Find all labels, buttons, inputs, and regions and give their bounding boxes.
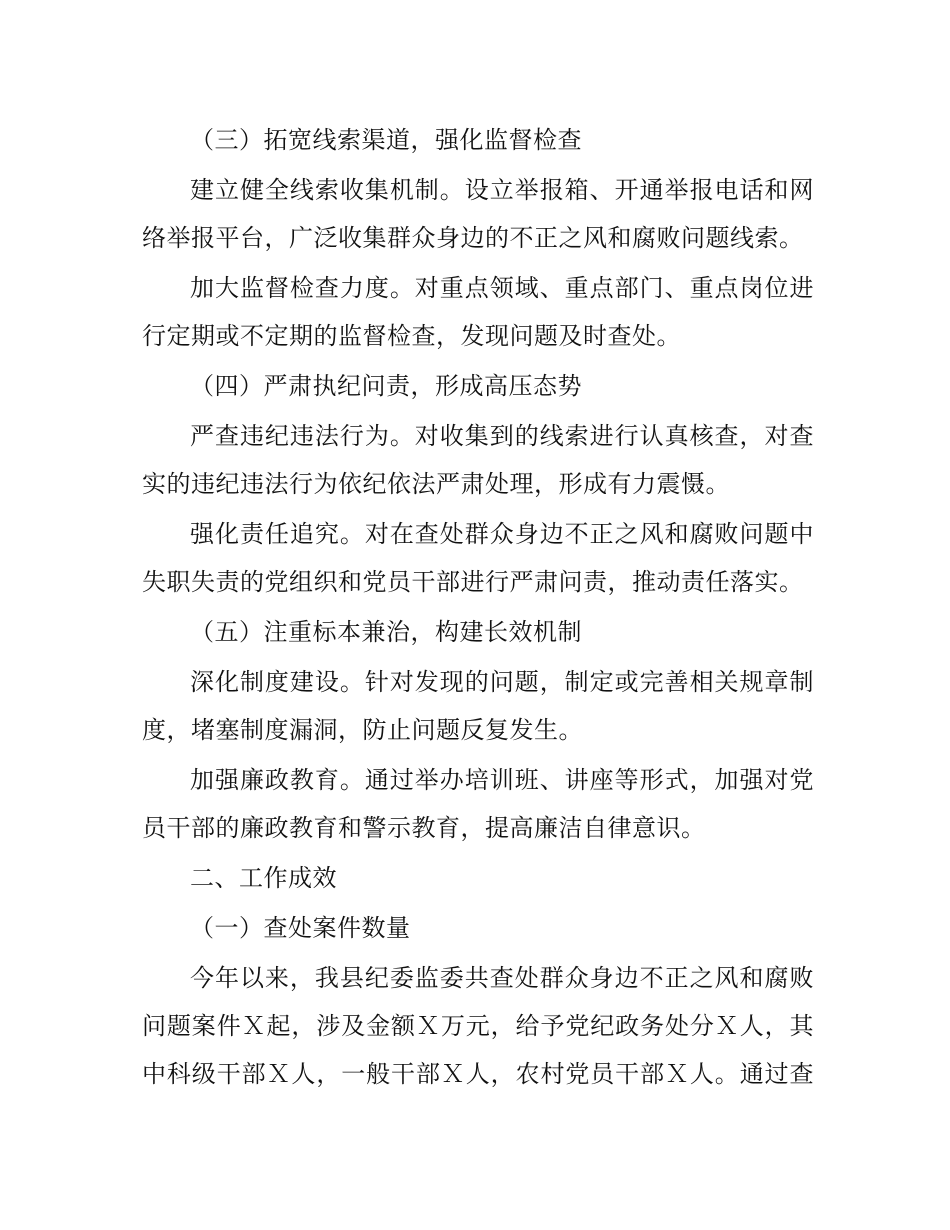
- paragraph-line: 加大监督检查力度。对重点领域、重点部门、重点岗位进: [190, 274, 814, 302]
- paragraph-line: 实的违纪违法行为依纪依法严肃处理，形成有力震慑。: [142, 470, 730, 498]
- paragraph-line: 络举报平台，广泛收集群众身边的不正之风和腐败问题线索。: [142, 224, 804, 252]
- section-heading-3: [142, 116, 814, 164]
- heading-line: （四）严肃执纪问责，形成高压态势: [190, 372, 582, 400]
- paragraph-line: 行定期或不定期的监督检查，发现问题及时查处。: [142, 322, 681, 350]
- heading-line: （一）查处案件数量: [190, 914, 411, 942]
- paragraph-line: 度，堵塞制度漏洞，防止问题反复发生。: [142, 716, 583, 744]
- section-heading-results: [142, 854, 814, 902]
- paragraph-line: 失职失责的党组织和党员干部进行严肃问责，推动责任落实。: [142, 568, 804, 596]
- heading-line: 二、工作成效: [190, 864, 337, 892]
- paragraph-line: 中科级干部Ｘ人，一般干部Ｘ人，农村党员干部Ｘ人。通过查: [142, 1060, 814, 1088]
- section-heading-case-count: [142, 904, 814, 952]
- paragraph-line: 建立健全线索收集机制。设立举报箱、开通举报电话和网: [190, 176, 814, 204]
- section-heading-5: [142, 608, 814, 656]
- paragraph-accountability: [142, 510, 814, 606]
- paragraph-institutions: [142, 658, 814, 754]
- heading-line: （五）注重标本兼治，构建长效机制: [190, 618, 582, 646]
- paragraph-line: 强化责任追究。对在查处群众身边不正之风和腐败问题中: [190, 520, 814, 548]
- paragraph-line: 今年以来，我县纪委监委共查处群众身边不正之风和腐败: [190, 964, 814, 992]
- section-heading-4: [142, 362, 814, 410]
- paragraph-line: 员干部的廉政教育和警示教育，提高廉洁自律意识。: [142, 814, 706, 842]
- heading-line: （三）拓宽线索渠道，强化监督检查: [190, 126, 582, 154]
- paragraph-case-statistics: [142, 954, 814, 1098]
- paragraph-supervision: [142, 264, 814, 360]
- paragraph-clue-collection: [142, 166, 814, 262]
- paragraph-line: 严查违纪违法行为。对收集到的线索进行认真核查，对查: [190, 422, 814, 450]
- paragraph-line: 问题案件Ｘ起，涉及金额Ｘ万元，给予党纪政务处分Ｘ人，其: [142, 1012, 814, 1040]
- document-body: [142, 116, 814, 1100]
- paragraph-education: [142, 756, 814, 852]
- paragraph-line: 深化制度建设。针对发现的问题，制定或完善相关规章制: [190, 668, 814, 696]
- paragraph-line: 加强廉政教育。通过举办培训班、讲座等形式，加强对党: [190, 766, 814, 794]
- paragraph-violations: [142, 412, 814, 508]
